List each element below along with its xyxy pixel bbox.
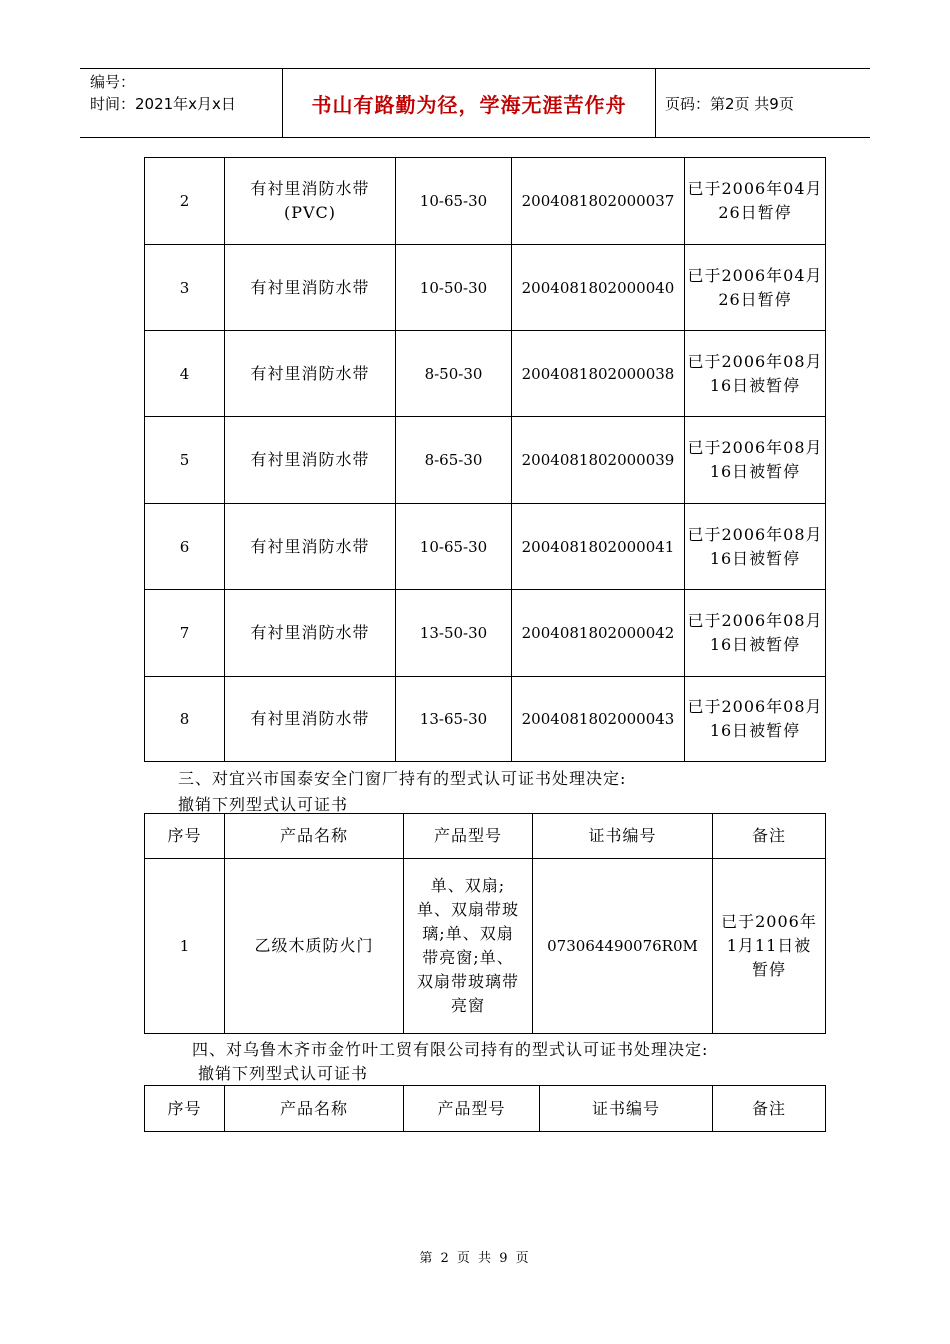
remark: 已于2006年08月16日被暂停 — [685, 590, 826, 677]
header-motto: 书山有路勤为径，学海无涯苦作舟 — [283, 69, 656, 137]
header-cell: 产品型号 — [404, 814, 533, 859]
remark: 已于2006年1月11日被暂停 — [713, 859, 826, 1034]
certificate-number: 2004081802000039 — [512, 417, 685, 504]
section-4-title: 四、对乌鲁木齐市金竹叶工贸有限公司持有的型式认可证书处理决定: — [192, 1040, 709, 1059]
table-row — [145, 504, 826, 590]
remark: 已于2006年08月16日被暂停 — [685, 677, 826, 762]
product-model: 10-65-30 — [396, 504, 512, 590]
table-row — [145, 245, 826, 331]
header-meta — [80, 69, 283, 137]
header-cell: 产品名称 — [225, 1086, 404, 1132]
row-number: 8 — [145, 677, 225, 762]
header-cell: 产品型号 — [404, 1086, 540, 1132]
header-cell: 证书编号 — [533, 814, 713, 859]
row-number: 2 — [145, 158, 225, 245]
page-footer: 第 2 页 共 9 页 — [419, 1251, 531, 1266]
product-name: 有衬里消防水带 — [225, 504, 396, 590]
certificate-table-1 — [144, 157, 826, 762]
section-3-title: 三、对宜兴市国泰安全门窗厂持有的型式认可证书处理决定: — [178, 769, 627, 788]
header-page-info: 页码：第2页 共9页 — [665, 94, 794, 113]
header-cell: 序号 — [145, 814, 225, 859]
certificate-number: 2004081802000040 — [512, 245, 685, 331]
remark: 已于2006年08月16日被暂停 — [685, 504, 826, 590]
remark: 已于2006年08月16日被暂停 — [685, 417, 826, 504]
row-number: 6 — [145, 504, 225, 590]
certificate-table-3 — [144, 1085, 826, 1132]
remark: 已于2006年04月26日暂停 — [685, 158, 826, 245]
table-row — [145, 417, 826, 504]
header-cell: 备注 — [713, 1086, 826, 1132]
certificate-number: 2004081802000037 — [512, 158, 685, 245]
product-name: 有衬里消防水带 — [225, 245, 396, 331]
product-name: 有衬里消防水带 — [225, 590, 396, 677]
header-cell: 证书编号 — [540, 1086, 713, 1132]
certificate-number: 073064490076R0M — [533, 859, 713, 1034]
table-header-row — [145, 814, 826, 859]
product-model: 13-50-30 — [396, 590, 512, 677]
row-number: 5 — [145, 417, 225, 504]
table-row — [145, 590, 826, 677]
section-3-subtitle: 撤销下列型式认可证书 — [178, 795, 349, 814]
code-label: 编号： — [90, 73, 136, 91]
header-cell: 备注 — [713, 814, 826, 859]
row-number: 7 — [145, 590, 225, 677]
remark: 已于2006年08月16日被暂停 — [685, 331, 826, 417]
certificate-number: 2004081802000043 — [512, 677, 685, 762]
remark: 已于2006年04月26日暂停 — [685, 245, 826, 331]
table-header-row — [145, 1086, 826, 1132]
product-model: 10-65-30 — [396, 158, 512, 245]
product-name: 有衬里消防水带 — [225, 677, 396, 762]
product-name: 有衬里消防水带 — [225, 331, 396, 417]
header-cell: 序号 — [145, 1086, 225, 1132]
row-number: 3 — [145, 245, 225, 331]
certificate-number: 2004081802000042 — [512, 590, 685, 677]
table-row — [145, 859, 826, 1034]
certificate-number: 2004081802000038 — [512, 331, 685, 417]
row-number: 4 — [145, 331, 225, 417]
time-label: 时间：2021年x月x日 — [90, 95, 236, 113]
header-cell: 产品名称 — [225, 814, 404, 859]
product-name: 乙级木质防火门 — [225, 859, 404, 1034]
row-number: 1 — [145, 859, 225, 1034]
table-row — [145, 158, 826, 245]
product-model: 10-50-30 — [396, 245, 512, 331]
certificate-table-2 — [144, 813, 826, 1034]
product-model: 单、双扇;单、双扇带玻璃;单、双扇带亮窗;单、双扇带玻璃带亮窗 — [404, 859, 533, 1034]
product-name: 有衬里消防水带(PVC) — [225, 158, 396, 245]
product-name: 有衬里消防水带 — [225, 417, 396, 504]
product-model: 8-65-30 — [396, 417, 512, 504]
product-model: 13-65-30 — [396, 677, 512, 762]
certificate-number: 2004081802000041 — [512, 504, 685, 590]
product-model: 8-50-30 — [396, 331, 512, 417]
page-header — [80, 68, 870, 138]
table-row — [145, 331, 826, 417]
section-4-subtitle: 撤销下列型式认可证书 — [198, 1064, 369, 1083]
table-row — [145, 677, 826, 762]
